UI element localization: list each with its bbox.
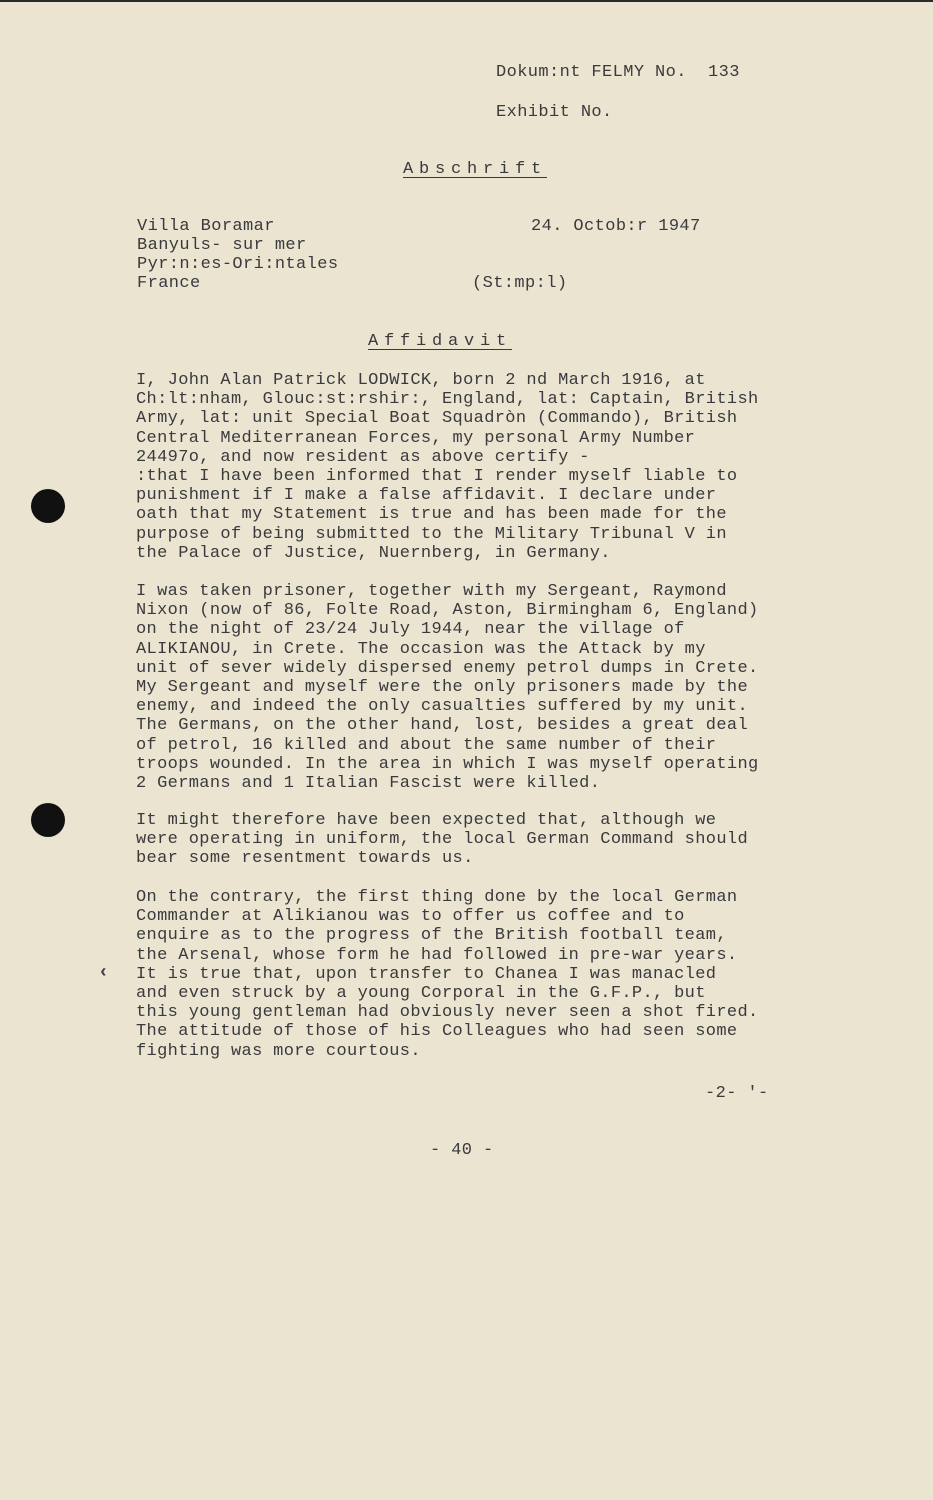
address-line-4: France <box>137 274 201 293</box>
punch-hole <box>31 489 65 523</box>
page-number: - 40 - <box>430 1141 494 1160</box>
title-abschrift: Abschrift <box>403 160 548 179</box>
stamp-note: (St:mp:l) <box>472 274 568 293</box>
address-line-3: Pyr:n:es-Ori:ntales <box>137 255 339 274</box>
document-date: 24. Octob:r 1947 <box>531 217 701 236</box>
next-page-indicator: -2- '- <box>705 1084 769 1103</box>
paragraph-3: It might therefore have been expected that, although we were operating in uniform, the local German Command should bear some resentment towards us. <box>136 811 748 869</box>
paragraph-4: On the contrary, the first thing done by the local German Commander at Alikianou was to offer us coffee and to enquire as to the progress of the British football team, the Arsenal, whose form he had followed in pre-war years. It is true that, upon transfer to Chanea I was manacled and even struck by a young Corporal in the G.F.P., but this young gentleman had obviously never seen a shot fired. The attitude of those of his Colleagues who had seen some fighting was more courtous. <box>136 888 759 1061</box>
title-affidavit: Affidavit <box>368 332 513 351</box>
paragraph-1: I, John Alan Patrick LODWICK, born 2 nd March 1916, at Ch:lt:nham, Glouc:st:rshir:, England, lat: Captain, British Army, lat: unit Special Boat Squadròn (Commando), British Central Mediterranean Forces, my personal Army Number 24497o, and now resident as above certify - :that I have been informed that I render myself liable to punishment if I make a false affidavit. I declare under oath that my Statement is true and has been made for the purpose of being submitted to the Military Tribunal V in the Palace of Justice, Nuernberg, in Germany. <box>136 371 759 563</box>
address-line-2: Banyuls- sur mer <box>137 236 307 255</box>
address-line-1: Villa Boramar <box>137 217 275 236</box>
exhibit-number: Exhibit No. <box>496 103 613 122</box>
punch-hole <box>31 803 65 837</box>
paragraph-2: I was taken prisoner, together with my Sergeant, Raymond Nixon (now of 86, Folte Road, Aston, Birmingham 6, England) on the night of 23/24 July 1944, near the village of ALIKIANOU, in Crete. The occasion was the Attack by my unit of sever widely dispersed enemy petrol dumps in Crete. My Sergeant and myself were the only prisoners made by the enemy, and indeed the only casualties suffered by my unit. The Germans, on the other hand, lost, besides a great deal of petrol, 16 killed and about the same number of their troops wounded. In the area in which I was myself operating 2 Germans and 1 Italian Fascist were killed. <box>136 582 759 794</box>
margin-mark: ‹ <box>98 963 109 983</box>
top-edge-line <box>0 0 933 2</box>
document-number: Dokum:nt FELMY No. 133 <box>496 63 740 82</box>
